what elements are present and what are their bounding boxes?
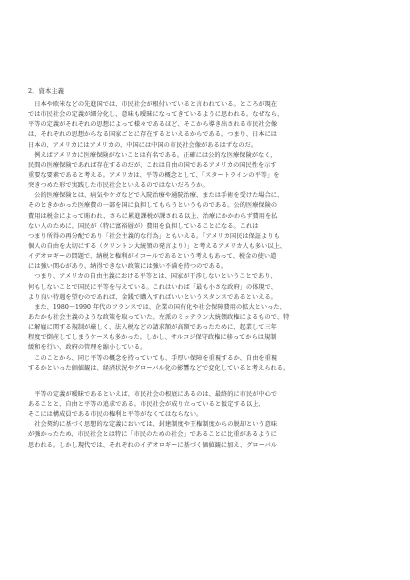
text-line: あることと、自由と平等の追求である。市民社会が成り立っていると仮定する以上、 xyxy=(28,400,265,408)
paragraph-liberal-equality xyxy=(28,272,390,302)
text-line: 平等の定義が曖昧であるといえば、市民社会の根底にあるのは、最終的に市民が中心で xyxy=(28,390,278,398)
text-line: そのときかかった医療費の一部を国に負担してもらうというものである。公的医療保険の xyxy=(28,202,278,210)
text-line: 平等の定義がそれぞれの思想によって様々であるほど、そこから導き出される市民社会像 xyxy=(28,121,278,129)
text-line: では市民社会の定義が細分化し、意味も曖昧になってきているように思われる。なぜなら、 xyxy=(28,111,284,119)
text-line: そこには構成員である市民の権利と平等がなくてはならない。 xyxy=(28,411,203,419)
text-line: が強かったため、市民社会とは特に「市民のための社会」であることに比重があるように xyxy=(28,431,277,439)
text-line: 個人の自由を大切にする（クリントン大統領の発言より）」と考えるアメリカ人も多い以上、 xyxy=(28,242,287,250)
text-line: に解雇に関する規制が厳しく、法人税などの請求額が高額であったために、起業して三年 xyxy=(28,324,277,332)
paragraph-definition xyxy=(28,390,390,420)
text-line: 日本の、アメリカにはアメリカの、中国には中国の市民社会像があるはずなのだ。 xyxy=(28,141,258,149)
text-line: 何もしないことで国民に平等を与えている。これはいわば「最も小さな政府」の体現で、 xyxy=(28,283,277,291)
text-line: は、それぞれの思想からなる国家ごとに存在するといえるからである。つまり、日本には xyxy=(28,131,278,139)
paragraph-intro xyxy=(28,100,390,151)
text-line: するかといった価値観は、経済状況やグローバル化の影響などで変化していると考えられる。 xyxy=(28,364,290,372)
text-line: より良い待遇を望むのであれば、金銭で購入すればいいというスタンスであるといえる。 xyxy=(28,293,277,301)
text-line: には強い関心があり、納得できない政策には強い不満を持つのである。 xyxy=(28,263,228,271)
paragraph-conclusion xyxy=(28,354,390,374)
section-heading: 2．資本主義 xyxy=(28,87,65,95)
paragraph-france xyxy=(28,303,390,354)
text-line: つまり、アメリカの自由主義における平等とは、国家が干渉しないということであり、 xyxy=(28,273,277,281)
text-line: つまり所得の再分配であり「社会主義的な行為」ともいえる。「アメリカ国民は保証よりも xyxy=(28,232,280,240)
paragraph-social-contract xyxy=(28,420,390,450)
text-line: イデオロギーの問題で、納税と権利がイコールであるという考えもあって、税金の使い道 xyxy=(28,253,277,261)
text-line: 緩和を行い、政府の管理を縮小している。 xyxy=(28,344,147,352)
text-line: 社会契約に基づく思想的な定義においては、封建制度や王権制度からの脱却という意味 xyxy=(28,421,278,429)
text-line: 重要な要素であると考える。アメリカは、平等の概念として、「スタートラインの平等」を xyxy=(28,171,280,179)
text-line: 思われる。しかし現代では、それぞれのイデオロギーに基づく価値観に加え、グローバル xyxy=(28,441,278,449)
text-line: 民間の医療保険であれば存在するのだが、これは自由の国であるアメリカの国民性を示す xyxy=(28,161,277,169)
text-column xyxy=(28,86,390,451)
text-line: ない人のために、国民が（特に富裕層が）費用を負担していることになる。これは xyxy=(28,222,259,230)
text-line: 突きつめた形で実践した市民社会といえるのではないだろうか。 xyxy=(28,182,209,190)
paragraph-public-insurance xyxy=(28,191,390,272)
text-line: 公的医療保険とは、病気やケガなどで入院治療や通院治療、または手術を受けた場合に、 xyxy=(28,192,284,200)
text-line: 程度で倒産してしまうケースも多かった。しかし、サルコジ保守政権に移ってからは規制 xyxy=(28,334,277,342)
spacer xyxy=(28,374,390,390)
text-line: 日本や欧米などの先進国では、市民社会が根付いていると言われている。ところが現在 xyxy=(28,101,278,108)
text-line: あたかも社会主義のような政策を取っていた。左派のミッテラン大統領政権によるもので、特 xyxy=(28,313,290,321)
text-line: このことから、同じ平等の概念を持っていても、手厚い保障を重視するか、自由を重視 xyxy=(28,354,278,362)
text-line: また、1980～1990 年代のフランスでは、企業の国有化や社会保障費用の拡大といった、 xyxy=(28,303,286,311)
text-line: 例えばアメリカに医療保険がないことは有名である。正確には公的な医療保険がなく、 xyxy=(28,151,277,159)
paragraph-us-insurance xyxy=(28,151,390,192)
text-line: 費用は税金によって賄われ、さらに累進課税が課される以上、治療にかかわらず費用を払 xyxy=(28,212,278,220)
